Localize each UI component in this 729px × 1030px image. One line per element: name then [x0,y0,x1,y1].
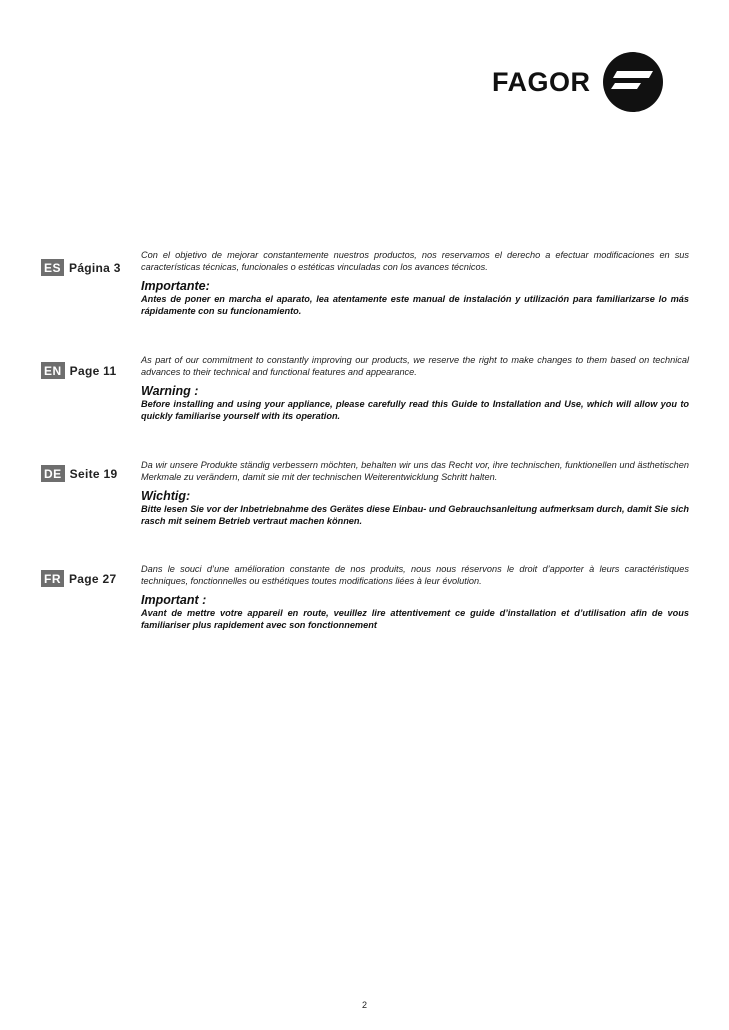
language-label [41,465,117,482]
section-content [141,250,689,317]
important-text: Before installing and using your appliance, please carefully read this Guide to Installation and Use, which will allow you to quickly familiarise yourself with its operation. [141,399,689,421]
important-text: Avant de mettre votre appareil en route, veuillez lire attentivement ce guide d’installation et d’utilisation afin de vous familiariser plus rapidement avec son fonctionnement [141,608,689,630]
intro-text: Da wir unsere Produkte ständig verbessern möchten, behalten wir uns das Recht vor, ihre technischen, funktionellen und ästhetischen Merkmale zu verändern, damit sie mit der technischen Weiterentwicklung Schritt halten. [141,460,689,482]
language-label [41,362,116,379]
language-code-badge: FR [41,570,64,587]
important-text: Bitte lesen Sie vor der Inbetriebnahme des Gerätes diese Einbau- und Gebrauchsanleitung aufmerksam durch, damit Sie sich rasch mit seinem Betrieb vertraut machen können. [141,504,689,526]
brand-name: FAGOR [492,66,591,97]
page-reference: Seite 19 [69,466,118,481]
intro-text: Dans le souci d’une amélioration constante de nos produits, nous nous réservons le droit d’apporter à leurs caractéristiques techniques, fonctionnelles ou esthétiques toutes modifications liées à leur évolution. [141,564,689,586]
brand-logo [492,52,663,112]
language-code-badge: DE [41,465,65,482]
language-code-badge: ES [41,259,64,276]
page-reference: Página 3 [69,260,121,275]
page-number: 2 [361,1000,367,1010]
important-text: Antes de poner en marcha el aparato, lea atentamente este manual de instalación y utilización para familiarizarse lo más rápidamente con su funcionamiento. [141,294,689,316]
page-reference: Page 27 [69,571,117,586]
page-reference: Page 11 [69,363,117,378]
intro-text: Con el objetivo de mejorar constantemente nuestros productos, nos reservamos el derecho a efectuar modificaciones en sus características técnicas, funcionales o estéticas vinculadas con los avances técnicos. [141,250,689,272]
language-label [41,259,121,276]
section-content [141,355,689,422]
section-content [141,564,689,631]
language-code-badge: EN [41,362,65,379]
language-label [41,570,116,587]
section-heading: Important : [141,593,207,607]
fagor-logo-icon [603,52,663,112]
section-content [141,460,689,527]
section-heading: Warning : [141,384,199,398]
section-heading: Importante: [141,279,210,293]
intro-text: As part of our commitment to constantly improving our products, we reserve the right to make changes to them based on technical advances to their technical and functional features and appearance. [141,355,689,377]
section-heading: Wichtig: [141,489,191,503]
